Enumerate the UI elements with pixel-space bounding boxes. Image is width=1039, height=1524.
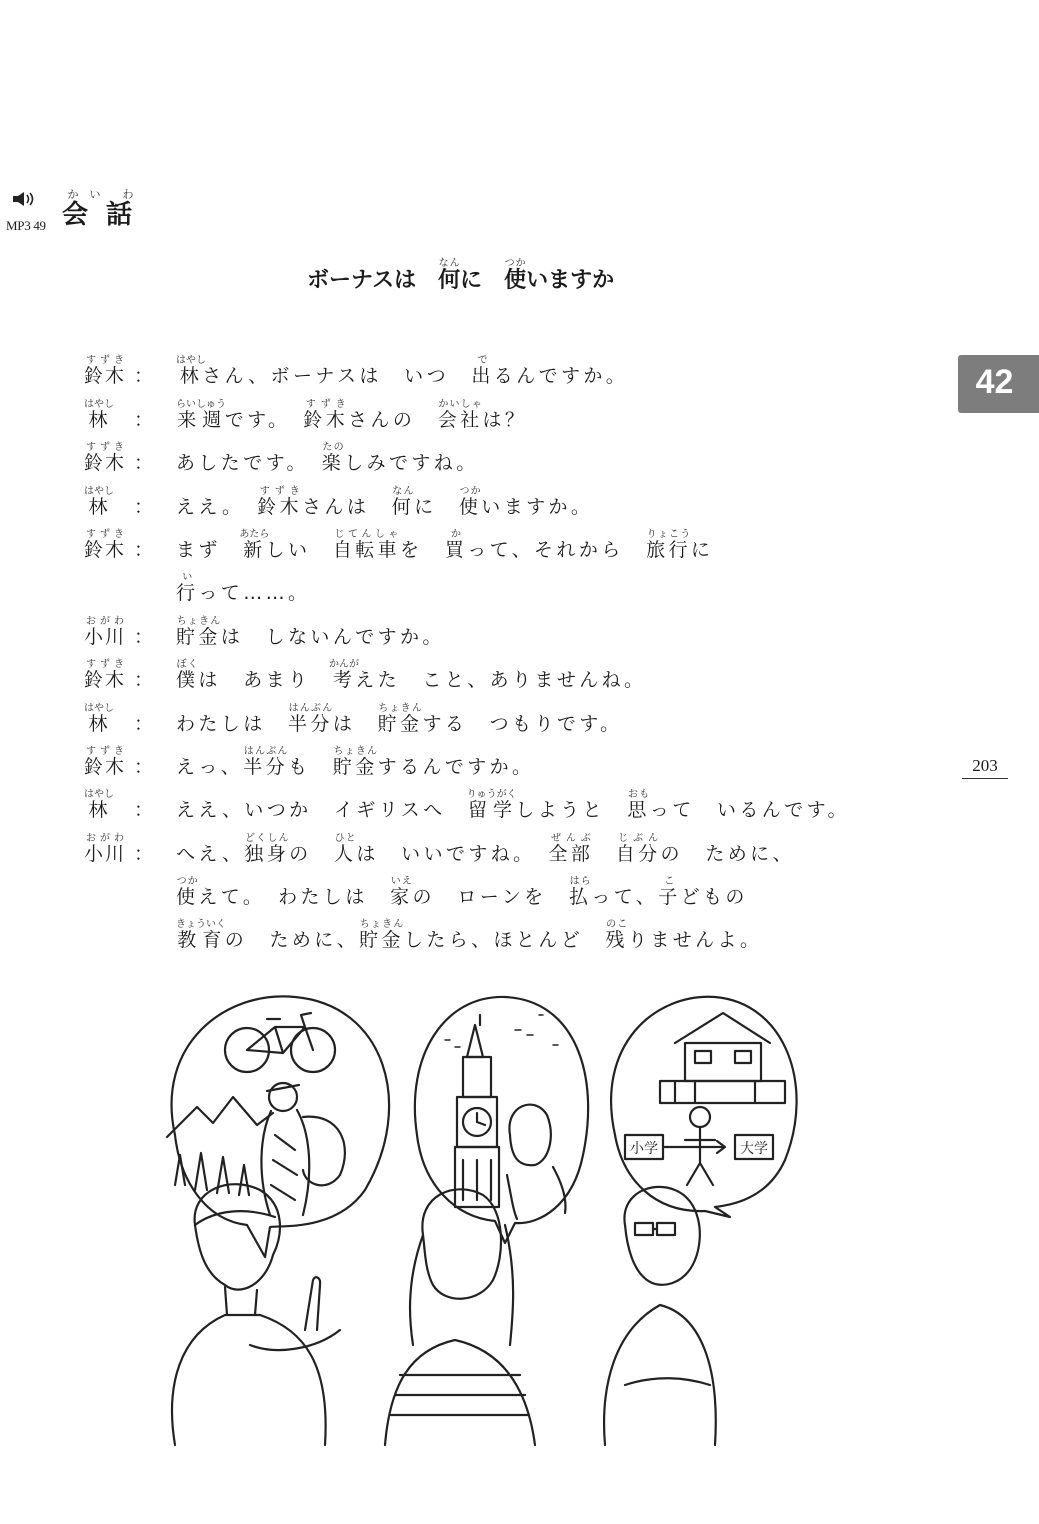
kanji-base: 会社 [437, 408, 483, 431]
speaker-name [84, 486, 172, 519]
text-segment: って、それから [467, 538, 647, 561]
kanji-base: 林 [84, 408, 114, 431]
speaker-name [84, 833, 172, 866]
furigana-word [359, 919, 404, 952]
furigana-reading: はやし [84, 789, 114, 801]
speaker-name [84, 703, 172, 736]
dialogue-text [176, 703, 623, 736]
furigana-reading: はやし [176, 355, 206, 367]
text-segment: ボーナスは [307, 268, 439, 293]
speaker-colon: ： [134, 799, 154, 822]
kanji-base: 話 [106, 200, 151, 230]
text-segment: です。 [224, 408, 304, 431]
furigana-word [288, 702, 333, 735]
kanji-base: 鈴木 [84, 452, 127, 475]
dialogue-line [84, 350, 934, 393]
text-segment: しい [265, 538, 333, 561]
furigana-reading: ひと [333, 832, 357, 844]
kanji-base: 貯金 [377, 712, 423, 735]
text-segment: の ために、 [660, 842, 795, 865]
text-segment: は いいですね。 [356, 842, 549, 865]
text-segment: えっ、 [176, 755, 244, 778]
kanji-base: 新 [239, 538, 270, 561]
kanji-base: 出 [471, 365, 494, 388]
text-segment: は しないんですか。 [220, 625, 445, 648]
furigana-reading: おがわ [84, 832, 127, 844]
text-segment: する つもりです。 [422, 712, 623, 735]
speaker-colon: ： [134, 538, 154, 561]
kanji-base: 残 [605, 929, 628, 952]
speaker-colon: ： [134, 408, 154, 431]
furigana-word [84, 398, 114, 431]
furigana-word [568, 876, 592, 909]
dialogue-text [176, 659, 646, 692]
furigana-reading: なん [391, 485, 415, 497]
text-segment: に [460, 268, 505, 293]
kanji-base: 家 [390, 886, 413, 909]
text-segment: するんですか。 [377, 755, 535, 778]
speaker-colon: ： [134, 712, 154, 735]
furigana-reading: はんぶん [243, 745, 288, 757]
kanji-base: 何 [438, 268, 461, 293]
kanji-base: 考 [329, 669, 360, 692]
lesson-title [307, 258, 614, 294]
furigana-word [321, 442, 345, 475]
dialogue-line [84, 784, 934, 827]
kanji-base: 使 [458, 495, 482, 518]
furigana-reading: はら [568, 876, 592, 888]
furigana-reading: つか [458, 485, 482, 497]
kanji-base: 使 [504, 268, 527, 293]
text-segment: したら、ほとんど [403, 929, 606, 952]
kanji-base: 来週 [176, 408, 226, 431]
dialogue-line [84, 871, 934, 914]
furigana-reading: かい [62, 188, 107, 201]
clock-tower-icon [455, 1015, 499, 1207]
speaker-colon: ： [134, 625, 154, 648]
furigana-word [176, 398, 226, 431]
kanji-base: 貯金 [359, 929, 404, 952]
chapter-number: 42 [975, 363, 1014, 401]
furigana-reading: ちょきん [359, 919, 404, 931]
furigana-reading: なん [438, 258, 461, 269]
furigana-word [303, 398, 349, 431]
speaker-colon: ： [134, 452, 154, 475]
dialogue-text [176, 789, 850, 822]
furigana-reading: りょこう [646, 528, 691, 540]
furigana-word [84, 745, 127, 778]
furigana-reading: すずき [257, 485, 303, 497]
kanji-base: 楽 [321, 452, 345, 475]
furigana-word [391, 485, 415, 518]
dialogue-line [84, 610, 934, 653]
sign-elementary-school: 小学 [630, 1141, 658, 1157]
kanji-base: 払 [568, 886, 592, 909]
kanji-base: 旅行 [646, 538, 691, 561]
text-segment: さんの [348, 408, 438, 431]
furigana-reading: はやし [84, 398, 114, 410]
kanji-base: 鈴木 [84, 365, 127, 388]
text-segment: を [400, 538, 445, 561]
text-segment: えて。 わたしは [198, 886, 391, 909]
furigana-word [390, 876, 413, 909]
kanji-base: 使 [176, 886, 199, 909]
dialogue-text [176, 442, 479, 475]
dialogue-line [84, 697, 934, 740]
furigana-word [458, 485, 482, 518]
thought-bubble-house-education [611, 997, 797, 1217]
furigana-word [615, 832, 661, 865]
speaker-name [84, 529, 172, 562]
furigana-word [504, 258, 527, 293]
furigana-reading: いえ [390, 876, 413, 888]
furigana-reading: で [471, 355, 494, 367]
furigana-word [176, 919, 226, 952]
text-segment: あしたです。 [176, 452, 322, 475]
hiker-icon [261, 1083, 344, 1215]
furigana-word [257, 485, 303, 518]
furigana-reading: ちょきん [332, 745, 378, 757]
furigana-word [84, 702, 114, 735]
furigana-reading: つか [504, 258, 527, 269]
furigana-word [243, 745, 289, 778]
furigana-reading: どくしん [244, 832, 290, 844]
sign-university: 大学 [740, 1141, 768, 1157]
mountains-icon [167, 1097, 273, 1195]
furigana-reading: じてんしゃ [332, 528, 401, 540]
furigana-word [176, 572, 199, 605]
furigana-word [176, 355, 206, 388]
text-segment: って、 [591, 886, 659, 909]
text-segment: るんですか。 [493, 365, 629, 388]
speaker-name [84, 746, 172, 779]
furigana-word [437, 398, 483, 431]
furigana-word [605, 919, 628, 952]
kanji-base: 買 [444, 538, 468, 561]
dialogue-text [176, 746, 534, 779]
kanji-base: 小川 [84, 842, 127, 865]
furigana-word [332, 745, 378, 778]
page-number: 203 [962, 756, 1008, 779]
furigana-reading: すずき [84, 442, 127, 454]
furigana-reading: すずき [84, 659, 127, 671]
speaker-name [84, 789, 172, 822]
dialogue-line [84, 827, 934, 870]
illustration [155, 985, 805, 1450]
kanji-base: 会 [62, 200, 107, 230]
dialogue-line [84, 914, 934, 957]
furigana-reading: ぜんぶ [548, 832, 594, 844]
furigana-word [329, 659, 360, 692]
furigana-reading: はやし [84, 702, 114, 714]
text-segment: も [288, 755, 333, 778]
furigana-word [176, 659, 199, 692]
kanji-base: 鈴木 [257, 495, 303, 518]
furigana-reading: おも [627, 789, 650, 801]
furigana-reading: のこ [605, 919, 628, 931]
speaker-name [84, 442, 172, 475]
furigana-reading: はんぶん [288, 702, 333, 714]
speaker-colon: ： [134, 755, 154, 778]
text-segment: さんは [302, 495, 392, 518]
kanji-base: 全部 [548, 842, 594, 865]
dialogue-text [176, 572, 310, 605]
dialogue-text [176, 833, 795, 866]
text-segment: の [289, 842, 334, 865]
furigana-word [84, 832, 127, 865]
text-segment: って いるんです。 [649, 799, 850, 822]
furigana-word [84, 355, 127, 388]
kanji-base: 自転車 [332, 538, 401, 561]
furigana-word [333, 832, 357, 865]
dialogue-text [176, 876, 748, 909]
text-segment: の ローンを [412, 886, 569, 909]
kanji-base: 半分 [243, 755, 289, 778]
furigana-reading: きょういく [176, 919, 226, 931]
text-segment [593, 843, 615, 865]
dialogue-line [84, 524, 934, 567]
thought-bubble-study-abroad [415, 997, 588, 1243]
kanji-base: 何 [391, 495, 415, 518]
kanji-base: 林 [176, 365, 206, 388]
kanji-base: 貯金 [332, 755, 378, 778]
dialogue [84, 350, 934, 957]
kanji-base: 林 [84, 495, 114, 518]
dialogue-line [84, 654, 934, 697]
dialogue-text [176, 919, 762, 952]
text-segment: わたしは [176, 712, 289, 735]
speaker-colon: ： [134, 842, 154, 865]
text-segment: しようと [515, 799, 628, 822]
kanji-base: 貯金 [176, 625, 221, 648]
furigana-reading: じぶん [615, 832, 661, 844]
house-icon [660, 1013, 785, 1103]
kanji-base: 林 [84, 712, 114, 735]
dialogue-text [176, 486, 593, 519]
woman-in-london-icon [507, 1105, 566, 1219]
furigana-word [332, 528, 401, 561]
furigana-word [84, 615, 127, 648]
furigana-word [244, 832, 290, 865]
furigana-reading: い [176, 572, 199, 584]
text-segment: りませんよ。 [627, 929, 763, 952]
dialogue-line [84, 437, 934, 480]
furigana-word [62, 188, 107, 230]
dialogue-text [176, 355, 628, 388]
speaker-name [84, 616, 172, 649]
furigana-reading: か [444, 528, 468, 540]
furigana-word [84, 485, 114, 518]
thought-bubble-travel [167, 996, 389, 1257]
furigana-reading: つか [176, 876, 199, 888]
kanji-base: 人 [333, 842, 357, 865]
bicycle-icon [225, 1013, 335, 1072]
dialogue-line [84, 393, 934, 436]
furigana-reading: かいしゃ [437, 398, 483, 410]
text-segment: いますか [526, 268, 615, 293]
text-segment: の ために、 [224, 929, 360, 952]
kanji-base: 僕 [176, 669, 199, 692]
kanji-base: 林 [84, 799, 114, 822]
text-segment: まず [176, 538, 244, 561]
dialogue-text [176, 616, 445, 649]
furigana-word [377, 702, 423, 735]
furigana-reading: すずき [303, 398, 349, 410]
furigana-reading: おがわ [84, 615, 127, 627]
text-segment: は あまり [198, 669, 333, 692]
dialogue-line [84, 480, 934, 523]
text-segment: って……。 [198, 582, 311, 605]
person-ogawa [604, 1187, 716, 1445]
kanji-base: 半分 [288, 712, 333, 735]
kanji-base: 小川 [84, 625, 127, 648]
kanji-base: 鈴木 [84, 669, 127, 692]
furigana-word [438, 258, 461, 293]
text-segment: いますか。 [481, 495, 594, 518]
kanji-base: 留学 [466, 799, 517, 822]
kanji-base: 教育 [176, 929, 226, 952]
section-title [62, 188, 150, 231]
furigana-word [176, 615, 221, 648]
kanji-base: 思 [627, 799, 650, 822]
furigana-word [84, 659, 127, 692]
furigana-reading: はやし [84, 485, 114, 497]
speaker-colon: ： [134, 495, 154, 518]
speaker-name [84, 399, 172, 432]
text-segment: えた こと、ありませんね。 [355, 669, 647, 692]
furigana-word [84, 789, 114, 822]
furigana-reading: ちょきん [377, 702, 423, 714]
speaker-icon[interactable] [12, 192, 36, 206]
furigana-reading: すずき [84, 745, 127, 757]
speaker-name [84, 355, 172, 388]
furigana-word [444, 528, 468, 561]
speaker-colon: ： [134, 365, 154, 388]
kanji-base: 鈴木 [84, 538, 127, 561]
speaker-colon: ： [134, 669, 154, 692]
furigana-word [84, 528, 127, 561]
furigana-word [658, 876, 681, 909]
dialogue-text [176, 399, 527, 432]
furigana-reading: わ [106, 188, 151, 201]
text-segment: に [414, 495, 459, 518]
dialogue-line [84, 741, 934, 784]
text-segment: しみですね。 [344, 452, 479, 475]
furigana-reading: ちょきん [176, 615, 221, 627]
furigana-word [106, 188, 151, 230]
furigana-reading: りゅうがく [466, 789, 517, 801]
kanji-base: 鈴木 [84, 755, 127, 778]
text-segment: に [690, 538, 714, 561]
text-segment: は [332, 712, 378, 735]
dialogue-text [176, 529, 713, 562]
kanji-base: 子 [658, 886, 681, 909]
text-segment: は？ [482, 408, 528, 431]
furigana-reading: すずき [84, 355, 127, 367]
furigana-reading: らいしゅう [176, 398, 226, 410]
chapter-tab[interactable] [958, 355, 1039, 413]
furigana-word [466, 789, 517, 822]
text-segment: どもの [680, 886, 748, 909]
furigana-reading: たの [321, 442, 345, 454]
furigana-reading: かんが [329, 659, 360, 671]
furigana-word [548, 832, 594, 865]
furigana-word [176, 876, 199, 909]
text-segment: さん、ボーナスは いつ [202, 365, 472, 388]
kanji-base: 鈴木 [303, 408, 349, 431]
dialogue-line [84, 567, 934, 610]
furigana-word [84, 442, 127, 475]
furigana-reading: すずき [84, 528, 127, 540]
section-header [6, 186, 166, 236]
furigana-reading: ぼく [176, 659, 199, 671]
kanji-base: 自分 [615, 842, 661, 865]
furigana-word [471, 355, 494, 388]
text-segment: へえ、 [176, 842, 245, 865]
text-segment: ええ、いつか イギリスへ [176, 799, 468, 822]
kanji-base: 独身 [244, 842, 290, 865]
audio-track-label: MP3 49 [6, 218, 46, 233]
furigana-word [627, 789, 650, 822]
furigana-word [239, 528, 270, 561]
furigana-reading: あたら [239, 528, 270, 540]
furigana-reading: こ [658, 876, 681, 888]
text-segment: ええ。 [176, 495, 258, 518]
furigana-word [646, 528, 691, 561]
kanji-base: 行 [176, 582, 199, 605]
speaker-name [84, 659, 172, 692]
